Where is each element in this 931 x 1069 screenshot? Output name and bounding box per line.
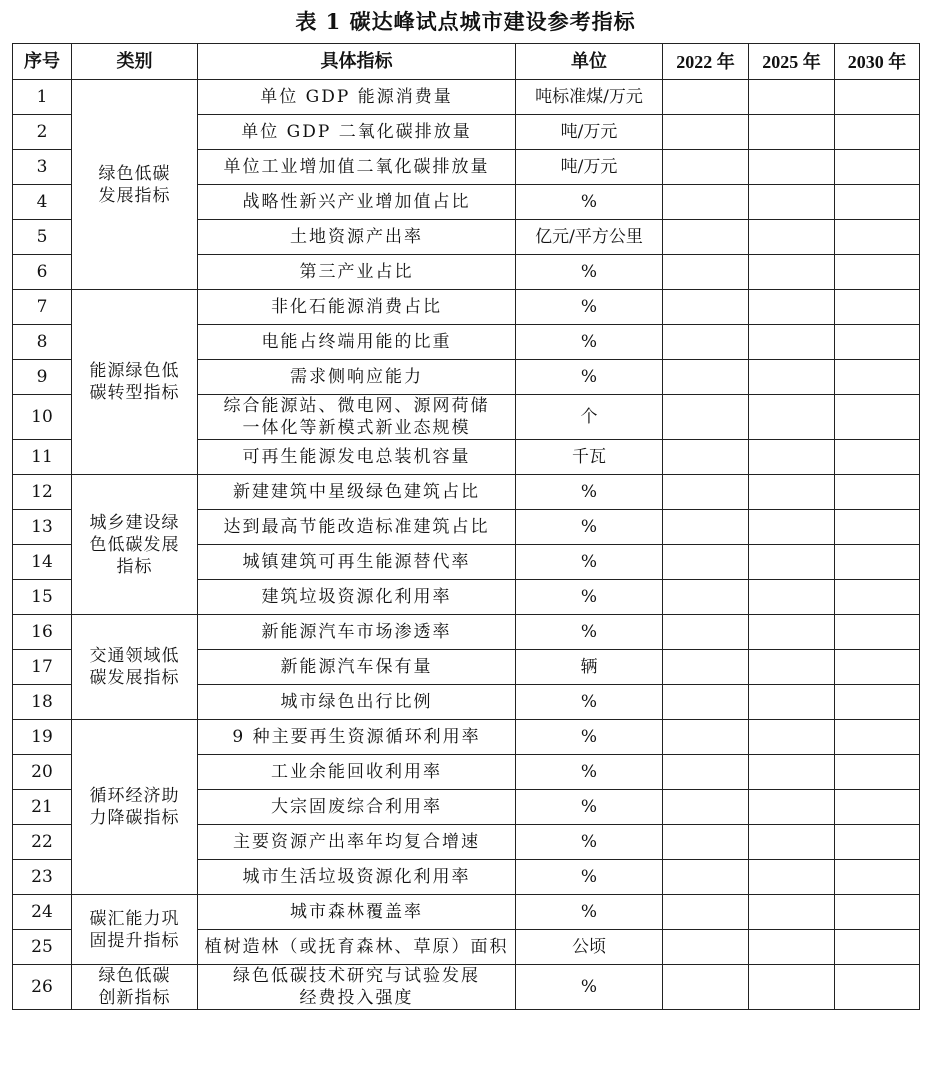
row-number: 25 [13, 930, 72, 965]
unit-cell: % [516, 685, 663, 720]
row-number: 19 [13, 720, 72, 755]
row-number: 17 [13, 650, 72, 685]
unit-cell: % [516, 965, 663, 1010]
unit-cell: % [516, 255, 663, 290]
header-2025: 2025 年 [749, 44, 835, 80]
indicator-cell: 建筑垃圾资源化利用率 [198, 580, 516, 615]
target-2022-cell [663, 860, 749, 895]
target-2030-cell [835, 510, 920, 545]
indicator-cell: 第三产业占比 [198, 255, 516, 290]
target-2022-cell [663, 220, 749, 255]
target-2025-cell [749, 360, 835, 395]
unit-cell: % [516, 580, 663, 615]
target-2030-cell [835, 325, 920, 360]
target-2025-cell [749, 185, 835, 220]
target-2030-cell [835, 720, 920, 755]
target-2022-cell [663, 150, 749, 185]
target-2030-cell [835, 930, 920, 965]
unit-cell: 公顷 [516, 930, 663, 965]
indicator-cell: 单位 GDP 二氧化碳排放量 [198, 115, 516, 150]
target-2030-cell [835, 360, 920, 395]
indicator-cell: 单位工业增加值二氧化碳排放量 [198, 150, 516, 185]
indicator-cell: 土地资源产出率 [198, 220, 516, 255]
target-2030-cell [835, 825, 920, 860]
row-number: 7 [13, 290, 72, 325]
unit-cell: % [516, 615, 663, 650]
indicator-cell: 新能源汽车保有量 [198, 650, 516, 685]
row-number: 20 [13, 755, 72, 790]
target-2022-cell [663, 790, 749, 825]
target-2025-cell [749, 790, 835, 825]
row-number: 5 [13, 220, 72, 255]
category-cell: 交通领域低 碳发展指标 [72, 615, 198, 720]
target-2022-cell [663, 615, 749, 650]
target-2030-cell [835, 80, 920, 115]
target-2030-cell [835, 965, 920, 1010]
table-title: 表 1 碳达峰试点城市建设参考指标 [295, 9, 636, 34]
header-row [13, 44, 920, 80]
unit-cell: % [516, 475, 663, 510]
indicator-cell: 主要资源产出率年均复合增速 [198, 825, 516, 860]
target-2022-cell [663, 685, 749, 720]
unit-cell: % [516, 510, 663, 545]
indicator-cell: 城市生活垃圾资源化利用率 [198, 860, 516, 895]
row-number: 15 [13, 580, 72, 615]
row-number: 3 [13, 150, 72, 185]
unit-cell: % [516, 825, 663, 860]
table-row [13, 895, 920, 930]
target-2025-cell [749, 650, 835, 685]
target-2030-cell [835, 580, 920, 615]
indicator-cell: 城市绿色出行比例 [198, 685, 516, 720]
header-2030: 2030 年 [835, 44, 920, 80]
target-2022-cell [663, 325, 749, 360]
target-2025-cell [749, 440, 835, 475]
unit-cell: % [516, 325, 663, 360]
category-cell: 绿色低碳 发展指标 [72, 80, 198, 290]
row-number: 10 [13, 395, 72, 440]
target-2022-cell [663, 185, 749, 220]
category-cell: 能源绿色低 碳转型指标 [72, 290, 198, 475]
target-2022-cell [663, 255, 749, 290]
target-2025-cell [749, 965, 835, 1010]
header-no: 序号 [13, 44, 72, 80]
target-2025-cell [749, 115, 835, 150]
target-2022-cell [663, 290, 749, 325]
target-2025-cell [749, 395, 835, 440]
row-number: 14 [13, 545, 72, 580]
indicator-cell: 达到最高节能改造标准建筑占比 [198, 510, 516, 545]
category-cell: 绿色低碳 创新指标 [72, 965, 198, 1010]
indicator-cell: 大宗固废综合利用率 [198, 790, 516, 825]
unit-cell: 千瓦 [516, 440, 663, 475]
target-2025-cell [749, 150, 835, 185]
target-2030-cell [835, 115, 920, 150]
target-2022-cell [663, 360, 749, 395]
target-2022-cell [663, 80, 749, 115]
target-2025-cell [749, 325, 835, 360]
category-cell: 城乡建设绿 色低碳发展 指标 [72, 475, 198, 615]
row-number: 23 [13, 860, 72, 895]
target-2022-cell [663, 895, 749, 930]
unit-cell: 个 [516, 395, 663, 440]
target-2025-cell [749, 825, 835, 860]
target-2030-cell [835, 185, 920, 220]
table-row [13, 290, 920, 325]
target-2025-cell [749, 580, 835, 615]
unit-cell: % [516, 755, 663, 790]
target-2025-cell [749, 255, 835, 290]
row-number: 6 [13, 255, 72, 290]
indicator-cell: 城市森林覆盖率 [198, 895, 516, 930]
target-2030-cell [835, 615, 920, 650]
unit-cell: % [516, 185, 663, 220]
unit-cell: % [516, 860, 663, 895]
indicator-table [12, 43, 920, 1010]
row-number: 12 [13, 475, 72, 510]
target-2025-cell [749, 685, 835, 720]
target-2030-cell [835, 440, 920, 475]
table-row [13, 80, 920, 115]
target-2030-cell [835, 650, 920, 685]
row-number: 11 [13, 440, 72, 475]
indicator-cell: 绿色低碳技术研究与试验发展 经费投入强度 [198, 965, 516, 1010]
target-2022-cell [663, 755, 749, 790]
indicator-cell: 城镇建筑可再生能源替代率 [198, 545, 516, 580]
unit-cell: % [516, 720, 663, 755]
indicator-cell: 9 种主要再生资源循环利用率 [198, 720, 516, 755]
indicator-cell: 单位 GDP 能源消费量 [198, 80, 516, 115]
table-row [13, 720, 920, 755]
row-number: 2 [13, 115, 72, 150]
unit-cell: % [516, 790, 663, 825]
target-2030-cell [835, 685, 920, 720]
target-2025-cell [749, 80, 835, 115]
target-2030-cell [835, 895, 920, 930]
indicator-cell: 可再生能源发电总装机容量 [198, 440, 516, 475]
header-unit: 单位 [516, 44, 663, 80]
target-2022-cell [663, 930, 749, 965]
target-2022-cell [663, 545, 749, 580]
indicator-cell: 植树造林（或抚育森林、草原）面积 [198, 930, 516, 965]
target-2022-cell [663, 650, 749, 685]
header-indicator: 具体指标 [198, 44, 516, 80]
indicator-cell: 工业余能回收利用率 [198, 755, 516, 790]
table-body [13, 80, 920, 1010]
target-2025-cell [749, 860, 835, 895]
unit-cell: 吨/万元 [516, 115, 663, 150]
target-2022-cell [663, 825, 749, 860]
target-2025-cell [749, 720, 835, 755]
row-number: 22 [13, 825, 72, 860]
row-number: 21 [13, 790, 72, 825]
row-number: 24 [13, 895, 72, 930]
target-2025-cell [749, 475, 835, 510]
target-2025-cell [749, 290, 835, 325]
table-row [13, 615, 920, 650]
unit-cell: % [516, 895, 663, 930]
row-number: 1 [13, 80, 72, 115]
target-2030-cell [835, 860, 920, 895]
target-2022-cell [663, 580, 749, 615]
target-2030-cell [835, 755, 920, 790]
unit-cell: 吨/万元 [516, 150, 663, 185]
unit-cell: 吨标准煤/万元 [516, 80, 663, 115]
target-2030-cell [835, 790, 920, 825]
target-2022-cell [663, 965, 749, 1010]
indicator-cell: 非化石能源消费占比 [198, 290, 516, 325]
target-2022-cell [663, 510, 749, 545]
table-row [13, 475, 920, 510]
unit-cell: 辆 [516, 650, 663, 685]
row-number: 18 [13, 685, 72, 720]
indicator-cell: 电能占终端用能的比重 [198, 325, 516, 360]
target-2030-cell [835, 545, 920, 580]
target-2025-cell [749, 755, 835, 790]
target-2025-cell [749, 220, 835, 255]
table-row [13, 965, 920, 1010]
row-number: 13 [13, 510, 72, 545]
category-cell: 循环经济助 力降碳指标 [72, 720, 198, 895]
row-number: 9 [13, 360, 72, 395]
unit-cell: % [516, 290, 663, 325]
indicator-cell: 需求侧响应能力 [198, 360, 516, 395]
category-cell: 碳汇能力巩 固提升指标 [72, 895, 198, 965]
target-2030-cell [835, 220, 920, 255]
row-number: 26 [13, 965, 72, 1010]
target-2025-cell [749, 615, 835, 650]
header-category: 类别 [72, 44, 198, 80]
target-2030-cell [835, 395, 920, 440]
row-number: 8 [13, 325, 72, 360]
target-2022-cell [663, 720, 749, 755]
target-2022-cell [663, 475, 749, 510]
target-2030-cell [835, 475, 920, 510]
target-2022-cell [663, 115, 749, 150]
target-2022-cell [663, 440, 749, 475]
target-2025-cell [749, 895, 835, 930]
indicator-cell: 综合能源站、微电网、源网荷储 一体化等新模式新业态规模 [198, 395, 516, 440]
target-2025-cell [749, 545, 835, 580]
indicator-cell: 新建建筑中星级绿色建筑占比 [198, 475, 516, 510]
indicator-cell: 战略性新兴产业增加值占比 [198, 185, 516, 220]
unit-cell: % [516, 360, 663, 395]
target-2030-cell [835, 290, 920, 325]
target-2030-cell [835, 150, 920, 185]
unit-cell: % [516, 545, 663, 580]
target-2025-cell [749, 930, 835, 965]
unit-cell: 亿元/平方公里 [516, 220, 663, 255]
indicator-cell: 新能源汽车市场渗透率 [198, 615, 516, 650]
row-number: 4 [13, 185, 72, 220]
target-2025-cell [749, 510, 835, 545]
target-2030-cell [835, 255, 920, 290]
target-2022-cell [663, 395, 749, 440]
row-number: 16 [13, 615, 72, 650]
header-2022: 2022 年 [663, 44, 749, 80]
